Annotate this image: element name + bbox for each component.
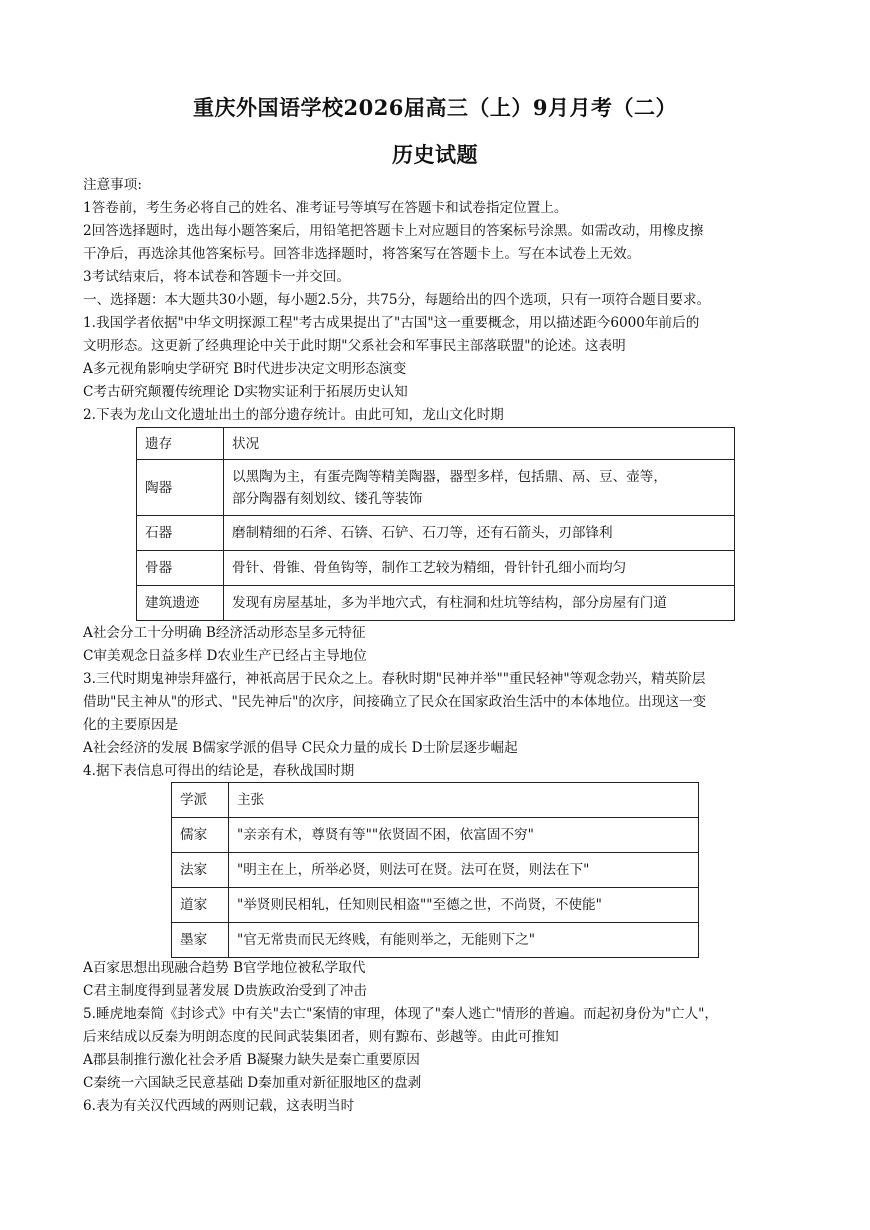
q2-options-cd: C审美观念日益多样 D农业生产已经占主导地位 — [83, 648, 367, 664]
q2-options-ab: A社会分工十分明确 B经济活动形态呈多元特征 — [83, 625, 366, 641]
q2-stem: 2.下表为龙山文化遗址出土的部分遗存统计。由此可知，龙山文化时期 — [83, 407, 504, 423]
table-cell: 法家 — [172, 853, 229, 888]
q3-stem-line-1: 3.三代时期鬼神崇拜盛行，神祇高居于民众之上。春秋时期"民神并举""重民轻神"等观念勃兴，精英阶层 — [83, 671, 706, 687]
table-row — [172, 923, 699, 958]
table-cell: "举贤则民相轧，任知则民相盗""至德之世，不尚贤，不使能" — [229, 888, 699, 923]
section-heading: 一、选择题：本大题共30小题，每小题2.5分，共75分，每题给出的四个选项，只有一项符合题目要求。 — [83, 292, 711, 308]
table-header-cell: 状况 — [224, 428, 735, 460]
q4-options-ab: A百家思想出现融合趋势 B官学地位被私学取代 — [83, 960, 366, 976]
table-header-row — [172, 783, 699, 818]
q1-stem-line-1: 1.我国学者依据"中华文明探源工程"考古成果提出了"古国"这一重要概念，用以描述距今6000年前后的 — [83, 315, 700, 331]
q5-stem-line-2: 后来结成以反秦为明朗态度的民间武装集团者，则有黥布、彭越等。由此可推知 — [83, 1029, 559, 1045]
table-cell — [224, 460, 735, 516]
table-cell: 墨家 — [172, 923, 229, 958]
table-row — [172, 888, 699, 923]
table-header-cell: 学派 — [172, 783, 229, 818]
table-cell: 骨器 — [137, 551, 224, 586]
table-cell-line: 以黑陶为主，有蛋壳陶等精美陶器，器型多样，包括鼎、鬲、豆、壶等， — [232, 468, 667, 485]
q5-stem-line-1: 5.睡虎地秦简《封诊式》中有关"去亡"案情的审理，体现了"秦人逃亡"情形的普遍。而起初身份为"亡人"， — [83, 1006, 719, 1022]
table-header-cell: 遗存 — [137, 428, 224, 460]
table-header-cell: 主张 — [229, 783, 699, 818]
q4-table — [171, 782, 699, 958]
q3-options: A社会经济的发展 B儒家学派的倡导 C民众力量的成长 D士阶层逐步崛起 — [83, 740, 518, 756]
q3-stem-line-2: 借助"民主神从"的形式、"民先神后"的次序，间接确立了民众在国家政治生活中的本体地位。出现这一变 — [83, 694, 707, 710]
q4-stem: 4.据下表信息可得出的结论是，春秋战国时期 — [83, 763, 355, 779]
q2-table — [136, 427, 735, 621]
note-item-1: 1答卷前，考生务必将自己的姓名、准考证号等填写在答题卡和试卷指定位置上。 — [83, 200, 568, 216]
note-item-3: 3考试结束后，将本试卷和答题卡一并交回。 — [83, 269, 350, 285]
table-cell: 儒家 — [172, 818, 229, 853]
table-cell: "亲亲有术，尊贤有等""依贤固不困，依富固不穷" — [229, 818, 699, 853]
table-row — [172, 853, 699, 888]
table-cell: "官无常贵而民无终贱，有能则举之，无能则下之" — [229, 923, 699, 958]
table-cell-line: 部分陶器有刻划纹、镂孔等装饰 — [232, 490, 423, 507]
table-cell: 磨制精细的石斧、石锛、石铲、石刀等，还有石箭头，刃部锋利 — [224, 516, 735, 551]
table-row — [137, 516, 735, 551]
q1-options-cd: C考古研究颠覆传统理论 D实物实证利于拓展历史认知 — [83, 384, 408, 400]
table-row — [172, 818, 699, 853]
note-item-2-line-1: 2回答选择题时，选出每小题答案后，用铅笔把答题卡上对应题目的答案标号涂黑。如需改动，用橡皮擦 — [83, 223, 704, 239]
table-row — [137, 586, 735, 621]
exam-title: 重庆外国语学校2026届高三（上）9月月考（二） — [192, 95, 678, 120]
table-header-row — [137, 428, 735, 460]
table-row — [137, 551, 735, 586]
q5-options-cd: C秦统一六国缺乏民意基础 D秦加重对新征服地区的盘剥 — [83, 1075, 422, 1091]
q3-stem-line-3: 化的主要原因是 — [83, 717, 179, 733]
note-item-2-line-2: 干净后，再选涂其他答案标号。回答非选择题时，将答案写在答题卡上。写在本试卷上无效。 — [83, 246, 641, 262]
q5-options-ab: A郡县制推行激化社会矛盾 B凝聚力缺失是秦亡重要原因 — [83, 1052, 420, 1068]
table-cell: 建筑遗迹 — [137, 586, 224, 621]
q1-stem-line-2: 文明形态。这更新了经典理论中关于此时期"父系社会和军事民主部落联盟"的论述。这表明 — [83, 338, 626, 354]
table-cell: 陶器 — [137, 460, 224, 516]
q4-options-cd: C君主制度得到显著发展 D贵族政治受到了冲击 — [83, 983, 367, 999]
table-cell: 石器 — [137, 516, 224, 551]
table-cell: "明主在上，所举必贤，则法可在贤。法可在贤，则法在下" — [229, 853, 699, 888]
notes-heading: 注意事项: — [83, 177, 142, 193]
q1-options-ab: A多元视角影响史学研究 B时代进步决定文明形态演变 — [83, 361, 407, 377]
table-cell: 骨针、骨锥、骨鱼钩等，制作工艺较为精细，骨针针孔细小而均匀 — [224, 551, 735, 586]
exam-subtitle: 历史试题 — [392, 142, 478, 167]
q6-stem: 6.表为有关汉代西域的两则记载，这表明当时 — [83, 1098, 355, 1114]
table-cell: 道家 — [172, 888, 229, 923]
table-cell: 发现有房屋基址，多为半地穴式，有柱洞和灶坑等结构，部分房屋有门道 — [224, 586, 735, 621]
table-row — [137, 460, 735, 516]
